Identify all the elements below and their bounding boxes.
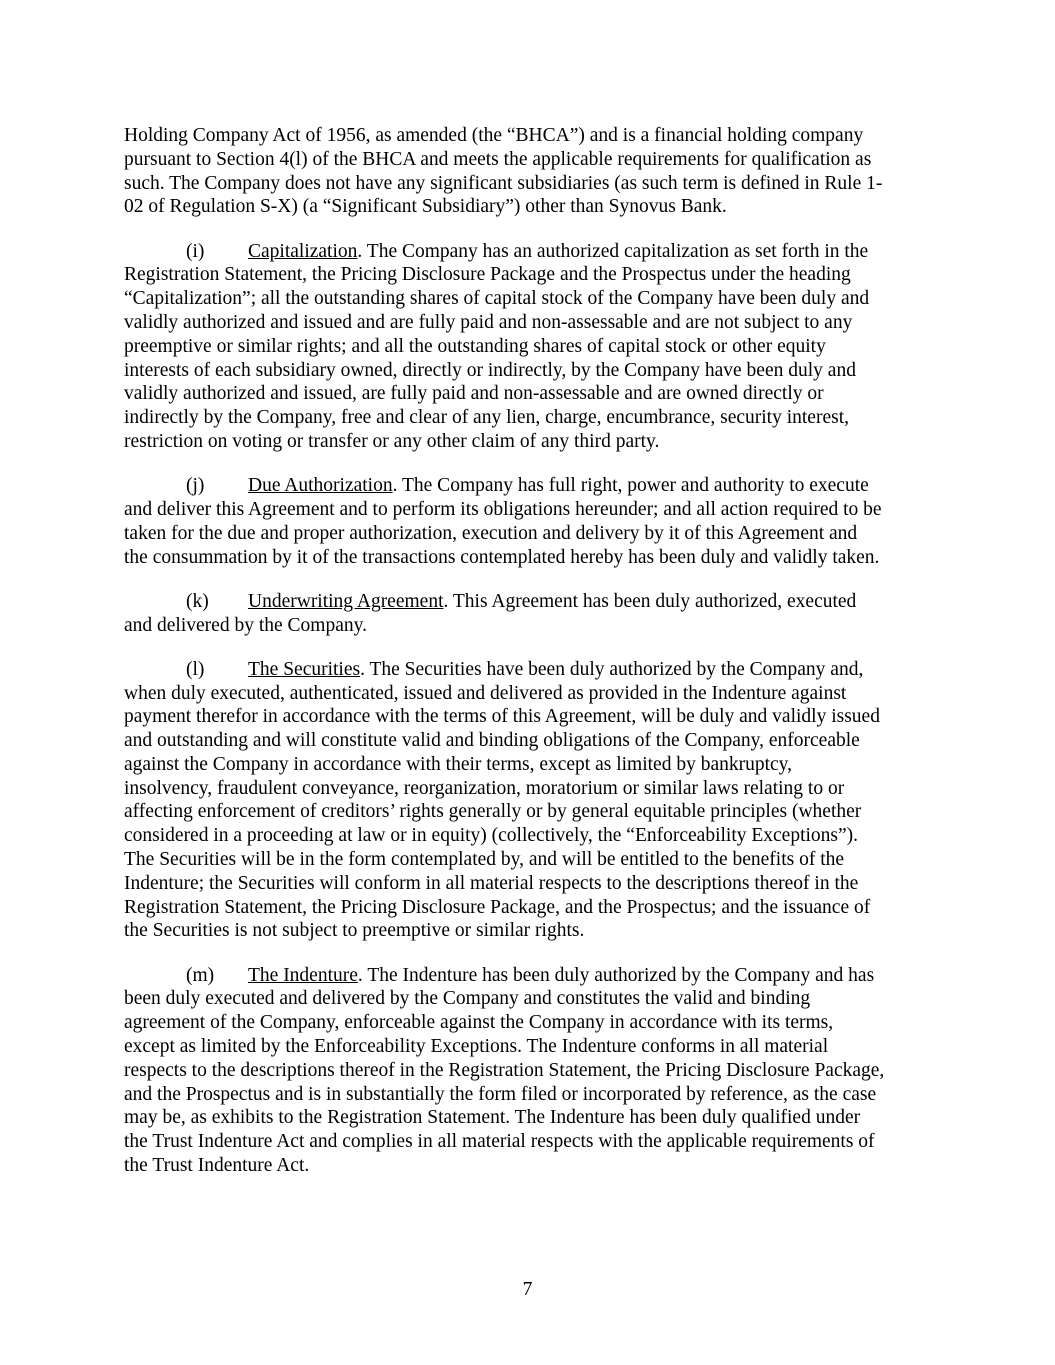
text-line: when duly executed, authenticated, issued and delivered as provided in the Indenture against bbox=[124, 682, 847, 704]
line-text: . The Company has an authorized capitalization as set forth in the bbox=[357, 240, 869, 262]
text-line bbox=[124, 590, 944, 614]
text-line: except as limited by the Enforceability Exceptions. The Indenture conforms in all material bbox=[124, 1036, 829, 1058]
line-text: . This Agreement has been duly authorized, executed bbox=[443, 590, 857, 612]
text-line: taken for the due and proper authorization, execution and delivery by it of this Agreement and bbox=[124, 522, 858, 544]
text-line bbox=[124, 474, 944, 498]
text-line: such. The Company does not have any significant subsidiaries (as such term is defined in Rule 1- bbox=[124, 172, 883, 194]
paragraph bbox=[124, 240, 944, 454]
section-label: (j) bbox=[186, 475, 205, 497]
section-label: (m) bbox=[186, 964, 215, 986]
text-line: pursuant to Section 4(l) of the BHCA and meets the applicable requirements for qualification as bbox=[124, 148, 872, 170]
text-line: insolvency, fraudulent conveyance, reorganization, moratorium or similar laws relating to or bbox=[124, 777, 845, 799]
text-line bbox=[124, 964, 944, 988]
text-line: and outstanding and will constitute valid and binding obligations of the Company, enforceable bbox=[124, 730, 860, 752]
section-label: (l) bbox=[186, 658, 205, 680]
text-line: and deliver this Agreement and to perform its obligations hereunder; and all action required to be bbox=[124, 498, 882, 520]
section-heading: Due Authorization bbox=[248, 475, 393, 497]
text-line: Registration Statement, the Pricing Disclosure Package and the Prospectus under the heading bbox=[124, 264, 851, 286]
text-line: 02 of Regulation S-X) (a “Significant Subsidiary”) other than Synovus Bank. bbox=[124, 196, 727, 218]
text-line: The Securities will be in the form contemplated by, and will be entitled to the benefits of the bbox=[124, 849, 845, 871]
text-line: validly authorized and issued and are fully paid and non-assessable and are not subject to any bbox=[124, 311, 853, 333]
text-line: “Capitalization”; all the outstanding shares of capital stock of the Company have been duly and bbox=[124, 288, 870, 310]
text-line: validly authorized and issued, are fully paid and non-assessable and are owned directly or bbox=[124, 383, 824, 405]
line-text: . The Indenture has been duly authorized by the Company and has bbox=[357, 964, 875, 986]
text-line: and the Prospectus and is in substantially the form filed or incorporated by reference, as the case bbox=[124, 1083, 877, 1105]
text-line: the Securities is not subject to preemptive or similar rights. bbox=[124, 920, 585, 942]
paragraph bbox=[124, 474, 944, 569]
section-heading: Capitalization bbox=[248, 240, 358, 262]
paragraph bbox=[124, 590, 944, 638]
paragraph bbox=[124, 658, 944, 944]
section-heading: The Securities bbox=[248, 658, 361, 680]
text-line: against the Company in accordance with their terms, except as limited by bankruptcy, bbox=[124, 753, 793, 775]
text-line: the consummation by it of the transactions contemplated hereby has been duly and validly taken. bbox=[124, 546, 880, 568]
section-heading: The Indenture bbox=[248, 964, 358, 986]
line-text: . The Company has full right, power and authority to execute bbox=[392, 475, 869, 497]
text-line: interests of each subsidiary owned, directly or indirectly, by the Company have been duly and bbox=[124, 359, 856, 381]
text-line: been duly executed and delivered by the Company and constitutes the valid and binding bbox=[124, 988, 811, 1010]
text-line: Registration Statement, the Pricing Disclosure Package, and the Prospectus; and the issuance of bbox=[124, 896, 871, 918]
text-line: may be, as exhibits to the Registration Statement. The Indenture has been duly qualified under bbox=[124, 1107, 861, 1129]
section-label: (i) bbox=[186, 240, 205, 262]
text-line: affecting enforcement of creditors’ rights generally or by general equitable principles (whether bbox=[124, 801, 862, 823]
text-line: considered in a proceeding at law or in equity) (collectively, the “Enforceability Exceptions”). bbox=[124, 825, 859, 847]
paragraph bbox=[124, 124, 944, 219]
document-body bbox=[124, 124, 944, 1198]
text-line: indirectly by the Company, free and clear of any lien, charge, encumbrance, security interest, bbox=[124, 407, 849, 429]
text-line: the Trust Indenture Act and complies in all material respects with the applicable requirements of bbox=[124, 1131, 875, 1153]
text-line: agreement of the Company, enforceable against the Company in accordance with its terms, bbox=[124, 1012, 834, 1034]
line-text: . The Securities have been duly authorized by the Company and, bbox=[360, 658, 864, 680]
text-line: and delivered by the Company. bbox=[124, 614, 367, 636]
section-label: (k) bbox=[186, 590, 209, 612]
text-line: Indenture; the Securities will conform in all material respects to the descriptions thereof in the bbox=[124, 872, 859, 894]
text-line: restriction on voting or transfer or any other claim of any third party. bbox=[124, 430, 660, 452]
line-text: Holding Company Act of 1956, as amended (the “BHCA”) and is a financial holding company bbox=[124, 125, 864, 146]
text-line: the Trust Indenture Act. bbox=[124, 1155, 310, 1177]
text-line bbox=[124, 658, 944, 682]
page-number: 7 bbox=[522, 1279, 533, 1300]
text-line bbox=[124, 124, 944, 148]
section-heading: Underwriting Agreement bbox=[248, 590, 444, 612]
text-line: preemptive or similar rights; and all the outstanding shares of capital stock or other equity bbox=[124, 335, 826, 357]
text-line: respects to the descriptions thereof in the Registration Statement, the Pricing Disclosure Package, bbox=[124, 1059, 885, 1081]
text-line bbox=[124, 240, 944, 264]
text-line: payment therefor in accordance with the terms of this Agreement, will be duly and validly issued bbox=[124, 706, 880, 728]
paragraph bbox=[124, 964, 944, 1178]
